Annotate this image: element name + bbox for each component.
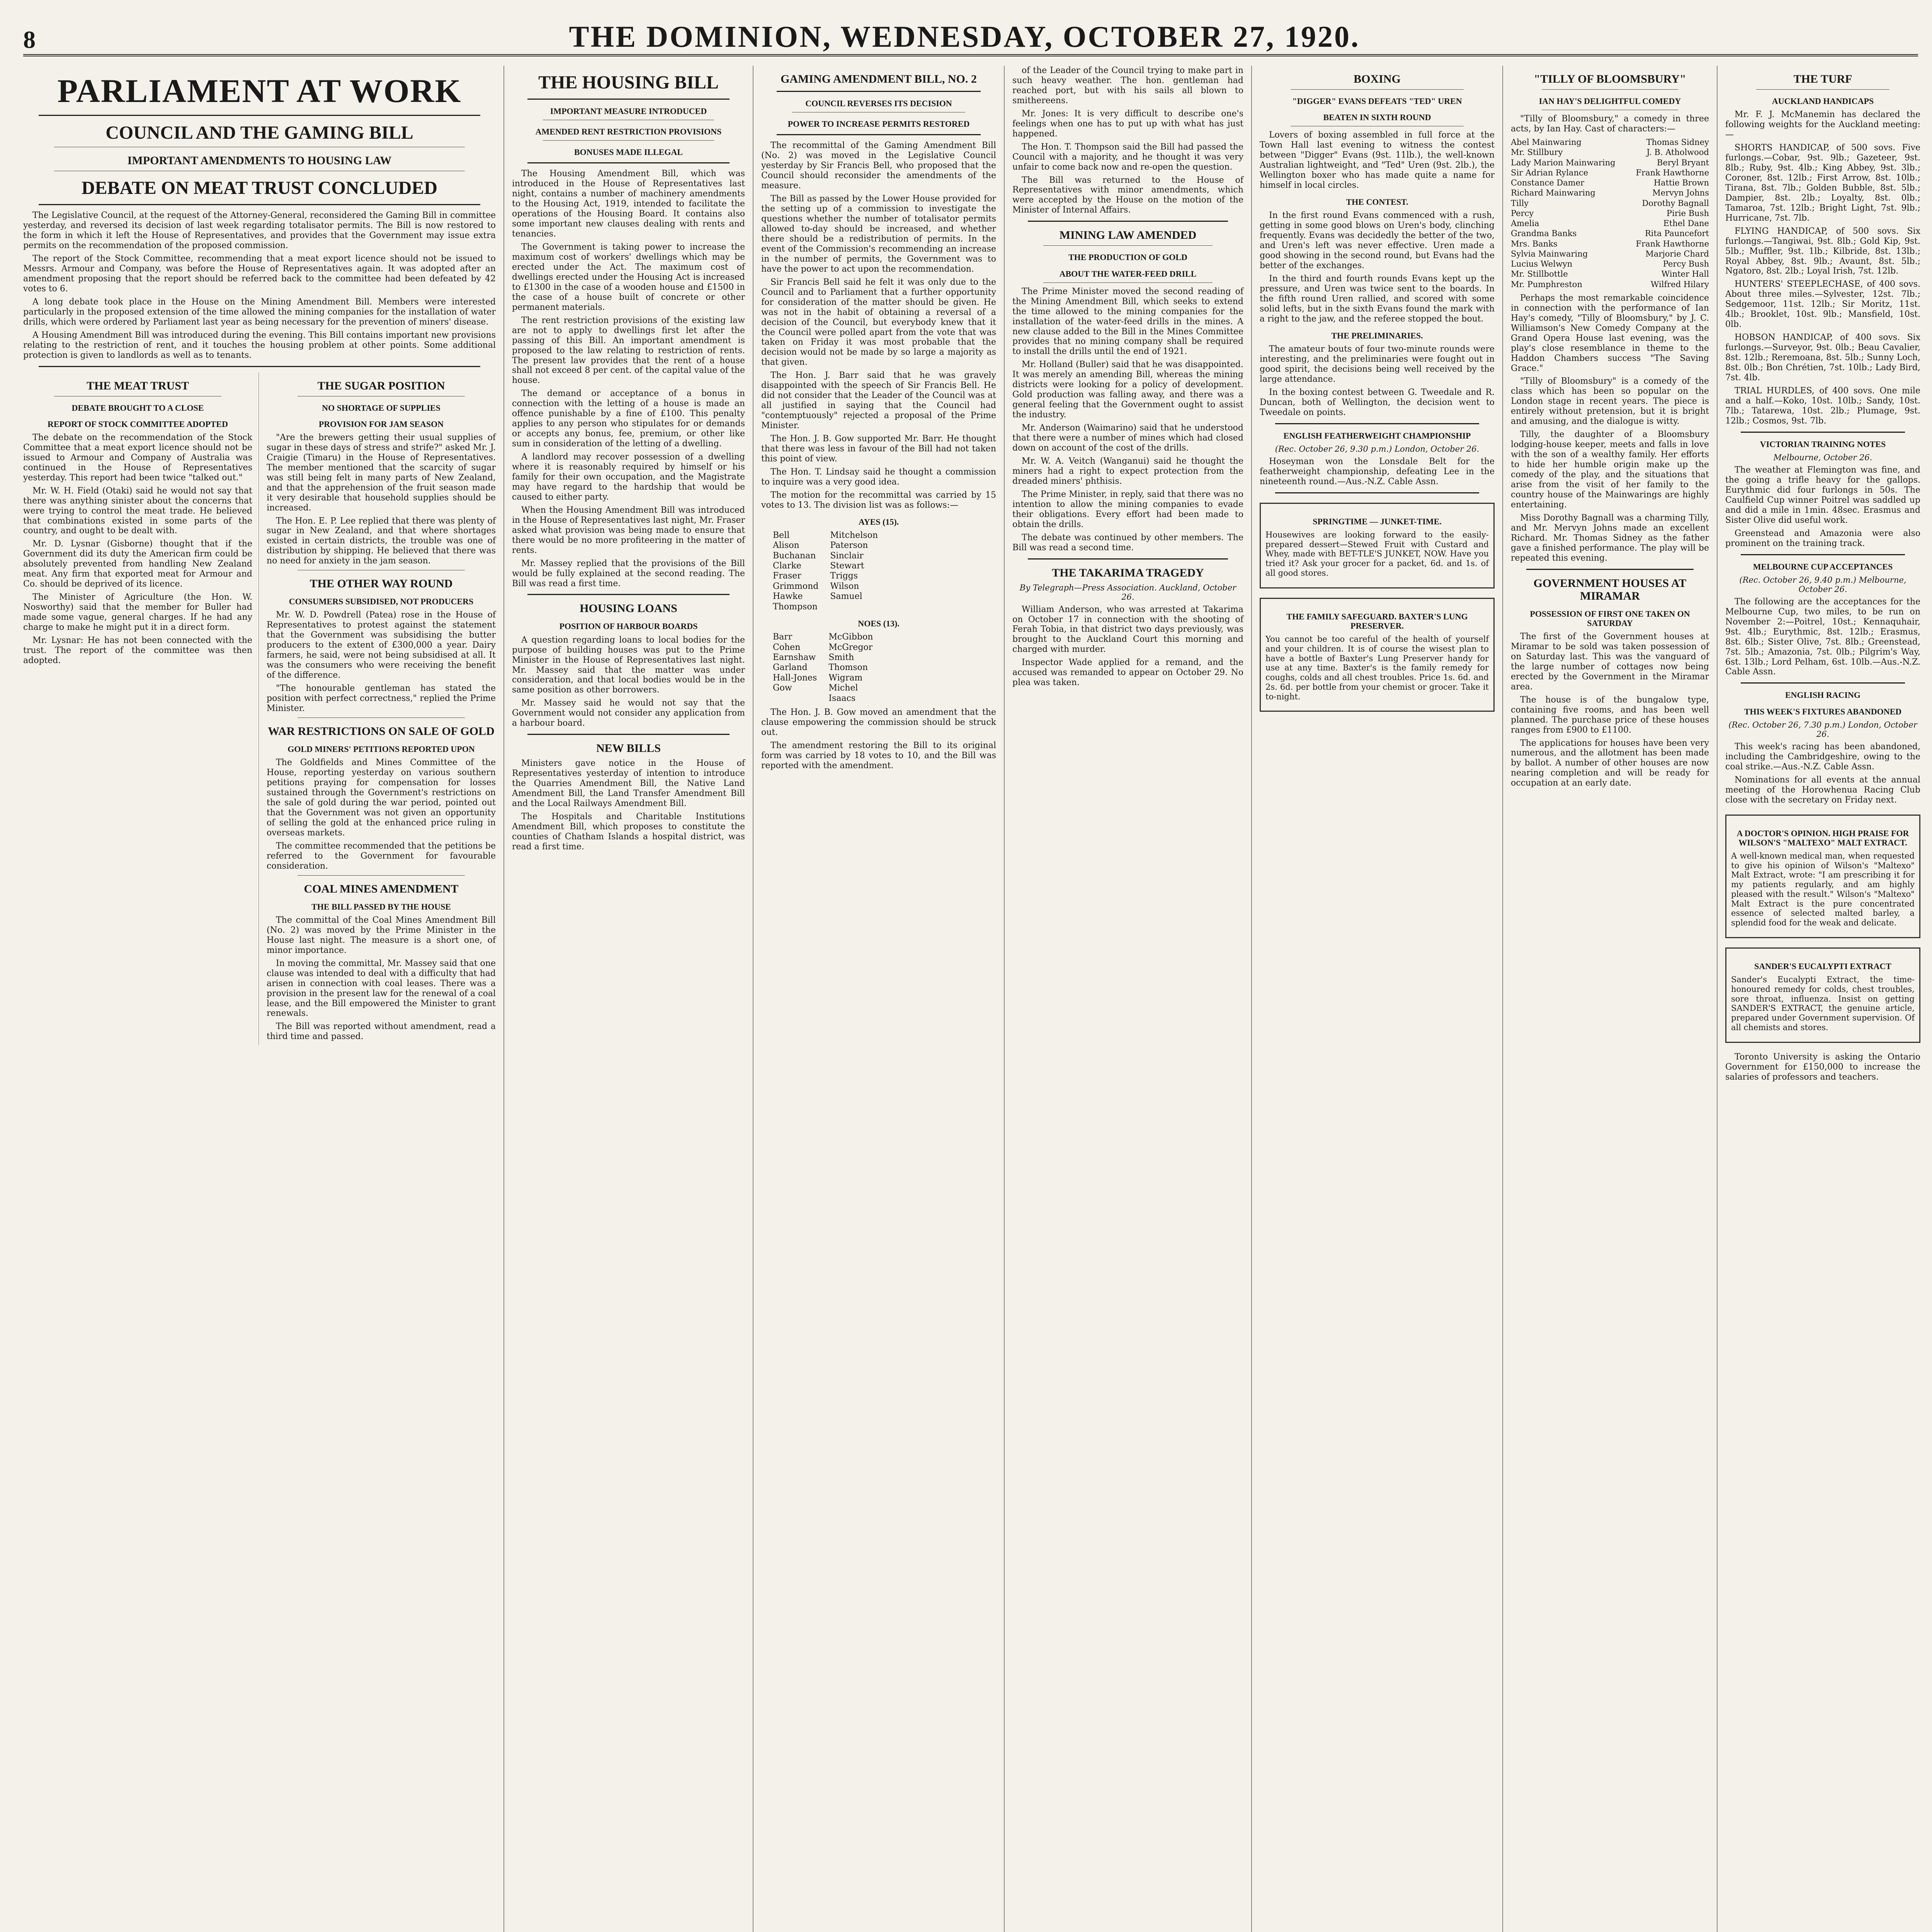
section-label: THE CONTEST. <box>1346 197 1408 207</box>
article-paragraph: Perhaps the most remarkable coincidence in connection with the performance of Ian Hay's comedy, "Tilly of Bloomsbury," by J. C. Williamson's New Comedy Company at the Grand Opera House last evening, was the play's close resemblance in theme to the Haddon Chambers success "The Saving Grace." <box>1511 293 1709 373</box>
cast-row: Grandma Banks Rita Pauncefort <box>1511 229 1709 238</box>
noes-list <box>773 632 996 704</box>
list-item: Earnshaw <box>773 653 816 663</box>
article-paragraph: The amendment restoring the Bill to its original form was carried by 18 votes to 10, and the Bill was reported with the amendment. <box>761 740 996 770</box>
article-paragraph: In the first round Evans commenced with a rush, getting in some good blows on Uren's body, clinching frequently. Evans was decidedly the better of the two, and Uren's left was never effective. Uren made a good showing in the second round, but Evans had the better of the exchanges. <box>1260 211 1495 271</box>
subhead-housing-3: BONUSES MADE ILLEGAL <box>574 147 683 157</box>
cast-row: Mr. Stillbury J. B. Atholwood <box>1511 148 1709 157</box>
list-item: Grimmond <box>773 581 819 591</box>
article-paragraph: The debate was continued by other members. The Bill was read a second time. <box>1012 532 1243 553</box>
list-item: Buchanan <box>773 551 816 561</box>
column-parliament <box>15 66 504 1932</box>
ad-text: Sander's Eucalypti Extract, the time-honoured remedy for colds, chest troubles, sore throat, influenza. Insist on getting SANDER'S EXTRACT, the genuine article, prepared under Government supervision. Of all chemists and stores. <box>1731 975 1915 1032</box>
subhead-housing-loans: POSITION OF HARBOUR BOARDS <box>559 621 698 631</box>
list-item: Triggs <box>830 571 858 581</box>
list-item: Cohen <box>773 642 801 652</box>
article-paragraph: This week's racing has been abandoned, including the Cambridgeshire, owing to the coal strike.—Aus.-N.Z. Cable Assn. <box>1725 742 1920 772</box>
article-paragraph: The Hospitals and Charitable Institutions Amendment Bill, which proposes to constitute the counties of Chatham Islands a hospital district, was read a first time. <box>512 812 745 852</box>
article-paragraph: The Goldfields and Mines Committee of the House, reporting yesterday on various southern petitions praying for compensation for losses sustained through the Government's restrictions on the sale of gold during the war period, pointed out that the Government was not given an opportunity of selling the gold at the enhanced price ruling in overseas markets. <box>267 758 496 838</box>
advertisement-junket <box>1260 503 1495 588</box>
subhead-sugar-1: NO SHORTAGE OF SUPPLIES <box>322 403 440 413</box>
division-intro: The motion for the recommittal was carried by 15 votes to 13. The division list was as follows:— <box>761 490 996 510</box>
headline-mining: MINING LAW AMENDED <box>1059 229 1197 242</box>
article-paragraph: The debate on the recommendation of the Stock Committee that a meat export licence should not be issued to Armour and Company of Australia was continued in the House of Representatives yesterday. This report had been twice "talked out." <box>23 432 252 483</box>
list-item: Stewart <box>830 561 864 571</box>
article-paragraph: The weather at Flemington was fine, and the going a trifle heavy for the gallops. Eurythmic did four furlongs in 50s. The Caulfield Cup winner Poitrel was saddled up and did a mile in 1min. 48sec. Erasmus and Sister Olive did useful work. <box>1725 465 1920 525</box>
advertisement-sanders <box>1725 947 1920 1043</box>
advertisement-maltexo <box>1725 815 1920 939</box>
article-paragraph: of the Leader of the Council trying to make part in such heavy weather. The hon. gentleman had reached port, but with his sails all blown to smithereens. <box>1012 66 1243 105</box>
list-item: Samuel <box>830 592 862 602</box>
subhead-sugar-2: PROVISION FOR JAM SEASON <box>318 419 444 429</box>
dateline: By Telegraph—Press Association. Auckland, October 26. <box>1019 583 1236 602</box>
list-item: Fraser <box>773 571 801 581</box>
dateline: (Rec. October 26, 7.30 p.m.) London, October 26. <box>1728 720 1917 739</box>
list-item: McGibbon <box>828 632 873 642</box>
headline-featherweight: ENGLISH FEATHERWEIGHT CHAMPIONSHIP <box>1283 430 1471 440</box>
article-paragraph: The recommittal of the Gaming Amendment Bill (No. 2) was moved in the Legislative Council yesterday by Sir Francis Bell, who proposed that the Council should reconsider the amendments of the measure. <box>761 141 996 191</box>
headline-other-way: THE OTHER WAY ROUND <box>310 577 453 590</box>
article-paragraph: The amateur bouts of four two-minute rounds were interesting, and the preliminaries were fought out in good spirit, the decisions being well received by the large attendance. <box>1260 344 1495 384</box>
article-paragraph: A landlord may recover possession of a dwelling where it is reasonably required by himself or his family for their own occupation, and the Magistrate may have regard to the hardship that would be caused to either party. <box>512 452 745 502</box>
ad-text: A well-known medical man, when requested to give his opinion of Wilson's "Maltexo" Malt Extract, wrote: "I am prescribing it for my patients regularly, and am highly pleased with the result." Wilson's "Maltexo" Malt Extract is the pure concentrated essence of selected malted barley, a splendid food for the weak and delicate. <box>1731 851 1915 928</box>
ad-heading: THE FAMILY SAFEGUARD. BAXTER'S LUNG PRESERVER. <box>1286 611 1468 631</box>
cast-row: Percy Pirie Bush <box>1511 208 1709 218</box>
headline-melbourne-cup: MELBOURNE CUP ACCEPTANCES <box>1753 561 1893 571</box>
subhead-meat-trust: DEBATE ON MEAT TRUST CONCLUDED <box>81 178 438 199</box>
subhead-boxing-2: BEATEN IN SIXTH ROUND <box>1323 112 1431 122</box>
article-paragraph: Nominations for all events at the annual meeting of the Horowhenua Racing Club close with the secretary on Friday next. <box>1725 775 1920 805</box>
cast-row: Amelia Ethel Dane <box>1511 219 1709 228</box>
article-paragraph: Toronto University is asking the Ontario Government for £150,000 to increase the salaries of professors and teachers. <box>1725 1052 1920 1082</box>
article-paragraph: The committal of the Coal Mines Amendment Bill (No. 2) was moved by the Prime Minister in the House last night. The measure is a short one, of minor importance. <box>267 915 496 955</box>
headline-govt-houses: GOVERNMENT HOUSES AT MIRAMAR <box>1533 577 1687 602</box>
dateline: (Rec. October 26, 9.40 p.m.) Melbourne, October 26. <box>1739 575 1906 594</box>
advertisement-baxters <box>1260 598 1495 712</box>
subhead-report-adopted: REPORT OF STOCK COMMITTEE ADOPTED <box>48 419 228 429</box>
article-paragraph: The Prime Minister, in reply, said that there was no intention to allow the mining companies to evade their obligations. Every effort had been made to obtain the drills. <box>1012 489 1243 529</box>
article-paragraph: The applications for houses have been very numerous, and the allotment has been made by ballot. A number of other houses are now nearing completion and will be ready for occupation at an early date. <box>1511 738 1709 788</box>
article-paragraph: Mr. Anderson (Waimarino) said that he understood that there were a number of mines which had closed down on account of the cost of the drills. <box>1012 423 1243 453</box>
ayes-list <box>773 531 996 612</box>
article-paragraph: Mr. Massey said he would not say that the Government would not consider any application from a harbour board. <box>512 698 745 728</box>
article-paragraph: The Legislative Council, at the request of the Attorney-General, reconsidered the Gaming Bill in committee yesterday, and reversed its decision of last week regarding totalisator permits. The Bill is now restored to the form in which it left the House of Representatives, and provides that the Government may issue extra permits on the recommendation of the proposed commission. <box>23 211 496 251</box>
dateline: Melbourne, October 26. <box>1773 452 1872 462</box>
article-paragraph: A Housing Amendment Bill was introduced during the evening. This Bill contains important new provisions relating to the restriction of rent, and it touches the housing problem at other points. Some additional protection is given to landlords as well as to tenants. <box>23 330 496 360</box>
article-paragraph: The Hon. E. P. Lee replied that there was plenty of sugar in New Zealand, and that where shortages existed in certain districts, the trouble was one of distribution by shipping. He believed that there was no need for anxiety in the jam season. <box>267 516 496 566</box>
page-number: 8 <box>23 26 36 53</box>
article-paragraph: Greenstead and Amazonia were also prominent on the training track. <box>1725 528 1920 548</box>
column-turf <box>1718 66 1928 1932</box>
list-item: Gow <box>773 683 792 693</box>
article-paragraph: Ministers gave notice in the House of Representatives yesterday of intention to introduce the Quarries Amendment Bill, the Native Land Amendment Bill, the Land Transfer Amendment Bill and the Local Railways Amendment Bill. <box>512 759 745 809</box>
subhead-other-way: CONSUMERS SUBSIDISED, NOT PRODUCERS <box>289 597 474 607</box>
list-item: Isaacs <box>828 693 856 703</box>
article-paragraph: Mr. W. H. Field (Otaki) said he would not say that there was anything sinister about the concerns that were trying to control the meat trade. He believed that combinations existed in some parts of the country, and ought to be dealt with. <box>23 486 252 536</box>
ad-heading: SPRINGTIME — JUNKET-TIME. <box>1313 516 1442 526</box>
article-paragraph: William Anderson, who was arrested at Takarima on October 17 in connection with the shooting of Ferah Tobia, in that district two days previously, was brought to the Auckland Court this morning and charged with murder. <box>1012 604 1243 655</box>
headline-coal: COAL MINES AMENDMENT <box>304 882 459 895</box>
cast-row: Richard Mainwaring Mervyn Johns <box>1511 188 1709 198</box>
cast-row: Mr. Stillbottle Winter Hall <box>1511 269 1709 279</box>
article-paragraph: When the Housing Amendment Bill was introduced in the House of Representatives last night, Mr. Fraser asked what provision was being made to ensure that there would be no more profiteering in the matter of rents. <box>512 505 745 555</box>
subhead-housing-law: IMPORTANT AMENDMENTS TO HOUSING LAW <box>127 154 392 167</box>
headline-parliament: PARLIAMENT AT WORK <box>57 72 462 109</box>
article-paragraph: Mr. W. A. Veitch (Wanganui) said he thought the miners had a right to expect protection from the dreaded miners' phthisis. <box>1012 456 1243 486</box>
article-paragraph: Sir Francis Bell said he felt it was only due to the Council and to Parliament that a further opportunity for consideration of the matter should be given. He was not in the habit of obtaining a reversal of a decision of the Council, but everybody knew that it the Council were polled apart from the vote that was taken on Friday it was most probable that the decision would not be made by so large a majority as that given. <box>761 277 996 367</box>
headline-gaming: GAMING AMENDMENT BILL, NO. 2 <box>781 73 977 85</box>
article-paragraph: The Hon. T. Thompson said the Bill had passed the Council with a majority, and he thought it was very unfair to come back now and re-open the question. <box>1012 142 1243 172</box>
subhead-boxing-1: "DIGGER" EVANS DEFEATS "TED" UREN <box>1292 96 1462 106</box>
masthead-title: THE DOMINION, WEDNESDAY, OCTOBER 27, 1920. <box>569 20 1360 53</box>
subhead-mining-1: THE PRODUCTION OF GOLD <box>1068 252 1187 262</box>
column-mining <box>1005 66 1252 1932</box>
article-paragraph: The Prime Minister moved the second reading of the Mining Amendment Bill, which seeks to extend the time allowed to the mining companies for the installation of the water-feed drills in the mines. A new clause added to the Bill in the Mines Committee provides that no mining company shall be required to install the drills until the end of 1921. <box>1012 286 1243 357</box>
article-paragraph: In the boxing contest between G. Tweedale and R. Duncan, both of Wellington, the decision went to Tweedale on points. <box>1260 387 1495 417</box>
subhead-coal: THE BILL PASSED BY THE HOUSE <box>311 901 451 912</box>
article-paragraph: Mr. D. Lysnar (Gisborne) thought that if the Government did its duty the American firm could be absolutely prevented from handling New Zealand meat. Any firm that exported meat for Armour and Co. should be deprived of its licence. <box>23 539 252 589</box>
cast-intro: "Tilly of Bloomsbury," a comedy in three acts, by Ian Hay. Cast of characters:— <box>1511 114 1709 134</box>
article-paragraph: In moving the committal, Mr. Massey said that one clause was intended to deal with a difficulty that had arisen in connection with coal leases. There was a provision in the present law for the renewal of a coal lease, and the Bill empowered the Minister to grant renewals. <box>267 958 496 1019</box>
headline-sugar: THE SUGAR POSITION <box>317 379 445 392</box>
noes-label: NOES (13). <box>858 619 900 629</box>
article-paragraph: The Hon. J. Barr said that he was gravely disappointed with the speech of Sir Francis Bell. He did not consider that the Leader of the Council was at all justified in saying that the Council had "contemptuously" rejected a proposal of the Prime Minister. <box>761 371 996 431</box>
article-paragraph: The first of the Government houses at Miramar to be sold was taken possession of on Saturday last. This was the vanguard of the large number of cottages now being erected by the Government in the Miramar area. <box>1511 632 1709 692</box>
subhead-gaming-bill: COUNCIL AND THE GAMING BILL <box>105 122 413 143</box>
article-paragraph: The committee recommended that the petitions be referred to the Government for favourable consideration. <box>267 841 496 871</box>
cast-row: Constance Damer Hattie Brown <box>1511 178 1709 188</box>
article-paragraph: SHORTS HANDICAP, of 500 sovs. Five furlongs.—Cobar, 9st. 9lb.; Gazeteer, 9st. 8lb.; Ruby, 9st. 4lb.; King Abbey, 9st. 3lb.; Coroner, 8st. 12lb.; First Arrow, 8st. 10lb.; Tirana, 8st. 7lb.; Golden Bubble, 8st. 5lb.; Dampier, 8st. 2lb.; Loyalty, 8st. 0lb.; Tamaroa, 7st. 12lb.; Bright Light, 7st. 9lb.; Hurricane, 7st. 7lb. <box>1725 143 1920 223</box>
headline-tilly: "TILLY OF BLOOMSBURY" <box>1534 73 1686 85</box>
ad-heading: A DOCTOR'S OPINION. HIGH PRAISE FOR WILSON'S "MALTEXO" MALT EXTRACT. <box>1736 828 1909 847</box>
subhead-govt-houses: POSSESSION OF FIRST ONE TAKEN ON SATURDAY <box>1530 609 1690 628</box>
cast-list <box>1511 137 1709 289</box>
article-paragraph: Mr. W. D. Powdrell (Patea) rose in the House of Representatives to protest against the statement that the Government was subsidising the butter producers to the extent of £300,000 a year. Dairy farmers, he said, were not being subsidised at all. It was the consumers who were receiving the benefit of the difference. <box>267 610 496 680</box>
list-item: Alison <box>773 541 799 551</box>
list-item: Wilson <box>830 581 859 591</box>
list-item: McGregor <box>828 642 873 652</box>
list-item: Clarke <box>773 561 801 571</box>
column-housing <box>504 66 753 1932</box>
article-paragraph: FLYING HANDICAP, of 500 sovs. Six furlongs.—Tangiwai, 9st. 8lb.; Gold Kip, 9st. 5lb.; Muffler, 9st. 1lb.; Kilbride, 8st. 13lb.; Royal Abbey, 8st. 9lb.; Avaunt, 8st. 5lb.; Ngatoro, 8st. 2lb.; Loyal Irish, 7st. 12lb. <box>1725 226 1920 276</box>
article-paragraph: TRIAL HURDLES, of 400 sovs. One mile and a half.—Koko, 10st. 10lb.; Sandy, 10st. 7lb.; Tatarewa, 10st. 2lb.; Plumage, 9st. 12lb.; Cosmos, 9st. 7lb. <box>1725 386 1920 426</box>
cast-row: Mrs. Banks Frank Hawthorne <box>1511 239 1709 248</box>
article-paragraph: The Hon. T. Lindsay said he thought a commission to inquire was a very good idea. <box>761 467 996 487</box>
article-paragraph: The Minister of Agriculture (the Hon. W. Nosworthy) said that the member for Buller had made some vague, general charges. If he had any charge to make he might put it in a direct form. <box>23 592 252 633</box>
subhead-tilly: IAN HAY'S DELIGHTFUL COMEDY <box>1539 96 1681 106</box>
article-paragraph: Hoseyman won the Lonsdale Belt for the featherweight championship, defeating Lee in the nineteenth round.—Aus.-N.Z. Cable Assn. <box>1260 456 1495 486</box>
list-item: Paterson <box>830 541 868 551</box>
list-item: Mitchelson <box>830 530 878 540</box>
ayes-label: AYES (15). <box>858 517 899 527</box>
article-paragraph: Tilly, the daughter of a Bloomsbury lodging-house keeper, meets and falls in love with the son of a wealthy family. Her efforts to hide her humble origin make up the comedy of the play, and the situations that arise from the visit of her family to the country house of the Mainwarings are highly entertaining. <box>1511 430 1709 510</box>
headline-housing: THE HOUSING BILL <box>538 72 719 93</box>
headline-english-racing: ENGLISH RACING <box>1785 690 1861 700</box>
two-column-section <box>23 372 496 1045</box>
article-paragraph: The rent restriction provisions of the existing law are not to apply to dwellings first let after the passing of this Bill. An important amendment is proposed to the law relating to restriction of rents. The present law provides that the rent of a house shall not exceed 8 per cent. of the capital value of the house. <box>512 315 745 386</box>
sugar-and-other-articles <box>267 372 496 1045</box>
article-paragraph: Miss Dorothy Bagnall was a charming Tilly, and Mr. Mervyn Johns made an excellent Richard. Mr. Thomas Sidney as the father gave a finished performance. The play will be repeated this evening. <box>1511 513 1709 563</box>
article-paragraph: The Government is taking power to increase the maximum cost of workers' dwellings which may be erected under the Act. The maximum cost of dwellings erected under the Housing Act is increased to £1300 in the case of a wooden house and £1500 in the case of a house built of concrete or other permanent materials. <box>512 242 745 312</box>
headline-boxing: BOXING <box>1354 73 1401 85</box>
article-paragraph: The Hon. J. B. Gow moved an amendment that the clause empowering the commission should be struck out. <box>761 707 996 737</box>
meat-trust-article <box>23 372 259 1045</box>
subhead-debate-closed: DEBATE BROUGHT TO A CLOSE <box>71 403 204 413</box>
article-paragraph: Mr. Holland (Buller) said that he was disappointed. It was merely an amending Bill, whereas the mining districts were looking for a policy of development. Gold production was falling away, and there was a general feeling that the Government ought to assist the industry. <box>1012 360 1243 420</box>
list-item: Michel <box>828 683 858 693</box>
article-paragraph: Mr. Massey replied that the provisions of the Bill would be fully explained at the second reading. The Bill was read a first time. <box>512 558 745 588</box>
dateline: (Rec. October 26, 9.30 p.m.) London, October 26. <box>1275 444 1480 454</box>
list-item: Bell <box>773 530 790 540</box>
subhead-english-racing: THIS WEEK'S FIXTURES ABANDONED <box>1744 706 1902 716</box>
cast-row: Tilly Dorothy Bagnall <box>1511 198 1709 208</box>
article-paragraph: HUNTERS' STEEPLECHASE, of 400 sovs. About three miles.—Sylvester, 12st. 7lb.; Sedgemoor, 11st. 12lb.; Sir Moritz, 11st. 4lb.; Brooklet, 10st. 9lb.; Mansfield, 10st. 0lb. <box>1725 279 1920 330</box>
article-paragraph: Mr. F. J. McManemin has declared the following weights for the Auckland meeting:— <box>1725 110 1920 140</box>
article-paragraph: The Bill was reported without amendment, read a third time and passed. <box>267 1022 496 1042</box>
list-item: Hawke <box>773 592 803 602</box>
article-paragraph: A long debate took place in the House on the Mining Amendment Bill. Members were interested particularly in the proposed extension of the time allowed the mining companies for the installation of water drills, which were ordered by Parliament last year as being necessary for the prevention of miners' disease. <box>23 297 496 327</box>
list-item: Wigram <box>828 673 863 683</box>
article-paragraph: Lovers of boxing assembled in full force at the Town Hall last evening to witness the contest between "Digger" Evans (9st. 11lb.), the well-known Australian lightweight, and "Ted" Uren (9st. 2lb.), the Wellington boxer who has made quite a name for himself in local circles. <box>1260 130 1495 190</box>
column-gaming <box>753 66 1005 1932</box>
headline-new-bills: NEW BILLS <box>596 742 661 755</box>
article-paragraph: The demand or acceptance of a bonus in connection with the letting of a house is made an offence punishable by a fine of £100. This penalty applies to any person who stipulates for or demands or accepts any bonus, fee, premium, or other like sum in consideration of the letting of a dwelling. <box>512 389 745 449</box>
ad-text: Housewives are looking forward to the easily-prepared dessert—Stewed Fruit with Custard and Whey, made with BET-TLE'S JUNKET, NOW. Have you tried it? Ask your grocer for a packet, 6d. and 1s. of all good stores. <box>1265 530 1489 578</box>
subhead-housing-1: IMPORTANT MEASURE INTRODUCED <box>550 106 707 116</box>
headline-meat-trust: THE MEAT TRUST <box>86 379 189 392</box>
cast-row: Sir Adrian Rylance Frank Hawthorne <box>1511 168 1709 177</box>
subhead-mining-2: ABOUT THE WATER-FEED DRILL <box>1059 269 1197 279</box>
headline-victorian: VICTORIAN TRAINING NOTES <box>1760 439 1886 449</box>
column-boxing <box>1252 66 1503 1932</box>
headline-housing-loans: HOUSING LOANS <box>580 602 677 615</box>
article-paragraph: "The honourable gentleman has stated the position with perfect correctness," replied the Prime Minister. <box>267 684 496 714</box>
column-theatre <box>1503 66 1718 1932</box>
subhead-gold: GOLD MINERS' PETITIONS REPORTED UPON <box>287 744 475 754</box>
article-paragraph: The following are the acceptances for the Melbourne Cup, two miles, to be run on November 2:—Poitrel, 10st.; Kennaquhair, 9st. 4lb.; Eurythmic, 8st. 12lb.; Erasmus, 8st. 6lb.; Sister Olive, 7st. 8lb.; Greenstead, 7st. 5lb.; Amazonia, 7st. 0lb.; Pilgrim's Way, 6st. 13lb.; Lord Pelham, 6st. 10lb.—Aus.-N.Z. Cable Assn. <box>1725 597 1920 677</box>
article-paragraph: In the third and fourth rounds Evans kept up the pressure, and Uren was twice sent to the boards. In the fifth round Uren rallied, and scored with some solid lefts, but in the sixth Evans found the mark with a right to the jaw, and the referee stopped the bout. <box>1260 274 1495 324</box>
masthead <box>23 12 1918 56</box>
article-paragraph: The house is of the bungalow type, containing five rooms, and has been well planned. The purchase price of these houses ranges from £900 to £1100. <box>1511 695 1709 735</box>
article-paragraph: The Bill was returned to the House of Representatives with minor amendments, which were accepted by the House on the motion of the Minister of Internal Affairs. <box>1012 175 1243 215</box>
list-item: Thompson <box>773 602 818 612</box>
headline-takarima: THE TAKARIMA TRAGEDY <box>1052 566 1204 579</box>
subhead-gaming-2: POWER TO INCREASE PERMITS RESTORED <box>787 119 970 129</box>
list-item: Smith <box>828 653 854 663</box>
cast-row: Mr. Pumphreston Wilfred Hilary <box>1511 279 1709 289</box>
ad-heading: SANDER'S EUCALYPTI EXTRACT <box>1754 961 1891 971</box>
list-item: Thomson <box>828 663 868 673</box>
ad-text: You cannot be too careful of the health of yourself and your children. It is of course the wisest plan to have a bottle of Baxter's Lung Preserver handy for use at any time. Baxter's is the family remedy for coughs, colds and all chest troubles. Price 1s. 6d. and 2s. 6d. per bottle from your chemist or grocer. Take it to-night. <box>1265 634 1489 701</box>
headline-gold: WAR RESTRICTIONS ON SALE OF GOLD <box>268 725 495 738</box>
cast-row: Sylvia Mainwaring Marjorie Chard <box>1511 249 1709 259</box>
article-paragraph: A question regarding loans to local bodies for the purpose of building houses was put to the Prime Minister in the House of Representatives last night. Mr. Massey said that the matter was under consideration, and that local bodies would be in the same position as other borrowers. <box>512 635 745 695</box>
subhead-housing-2: AMENDED RENT RESTRICTION PROVISIONS <box>535 126 722 136</box>
list-item: Hall-Jones <box>773 673 817 683</box>
cast-row: Lady Marion Mainwaring Beryl Bryant <box>1511 158 1709 167</box>
list-item: Garland <box>773 663 808 673</box>
article-paragraph: The report of the Stock Committee, recommending that a meat export licence should not be issued to Messrs. Armour and Company, was before the House of Representatives again. It was adopted after an amendment proposing that the report should be referred back to the committee had been defeated by 42 votes to 6. <box>23 254 496 294</box>
cast-row: Abel Mainwaring Thomas Sidney <box>1511 138 1709 147</box>
article-paragraph: "Tilly of Bloomsbury" is a comedy of the class which has been so popular on the London stage in recent years. The piece is entirely without pretension, but it is bright and amusing, and the dialogue is witty. <box>1511 376 1709 427</box>
section-label: THE PRELIMINARIES. <box>1331 330 1423 340</box>
article-paragraph: The Housing Amendment Bill, which was introduced in the House of Representatives last night, contains a number of machinery amendments to the Housing Act, 1919, intended to facilitate the operations of the Housing Board. It contains also some important new clauses dealing with rents and tenancies. <box>512 169 745 239</box>
subhead-gaming-1: COUNCIL REVERSES ITS DECISION <box>805 99 952 108</box>
article-paragraph: "Are the brewers getting their usual supplies of sugar in these days of stress and strife?" asked Mr. J. Craigie (Timaru) in the House of Representatives. The member mentioned that the scarcity of sugar was still being felt in many parts of New Zealand, and that the apprehension of the fruit season made it very desirable that household supplies should be increased. <box>267 432 496 513</box>
list-item: Barr <box>773 632 793 642</box>
list-item: Sinclair <box>830 551 864 561</box>
article-paragraph: HOBSON HANDICAP, of 400 sovs. Six furlongs.—Surveyor, 9st. 0lb.; Beau Cavalier, 8st. 12lb.; Reremoana, 8st. 5lb.; Sunny Loch, 8st. 0lb.; Bon Chrétien, 7st. 10lb.; Lady Bird, 7st. 4lb. <box>1725 333 1920 383</box>
cast-row: Lucius Welwyn Percy Bush <box>1511 259 1709 269</box>
article-paragraph: Mr. Jones: It is very difficult to describe one's feelings when one has to put up with what has just happened. <box>1012 109 1243 139</box>
headline-turf: THE TURF <box>1793 73 1852 85</box>
article-paragraph: The Bill as passed by the Lower House provided for the setting up of a commission to investigate the questions whether the number of totalisator permits allowed to-day should be increased, and whether there should be a redistribution of permits. In the event of the Commission's recommending an increase in the number of permits, the Government was to have the power to act upon the recommendation. <box>761 194 996 274</box>
article-paragraph: Mr. Lysnar: He has not been connected with the trust. The report of the committee was then adopted. <box>23 636 252 665</box>
article-paragraph: Inspector Wade applied for a remand, and the accused was remanded to appear on October 29. No plea was taken. <box>1012 658 1243 688</box>
subhead-turf: AUCKLAND HANDICAPS <box>1772 96 1874 106</box>
article-paragraph: The Hon. J. B. Gow supported Mr. Barr. He thought that there was less in favour of the Bill had not taken this point of view. <box>761 434 996 464</box>
